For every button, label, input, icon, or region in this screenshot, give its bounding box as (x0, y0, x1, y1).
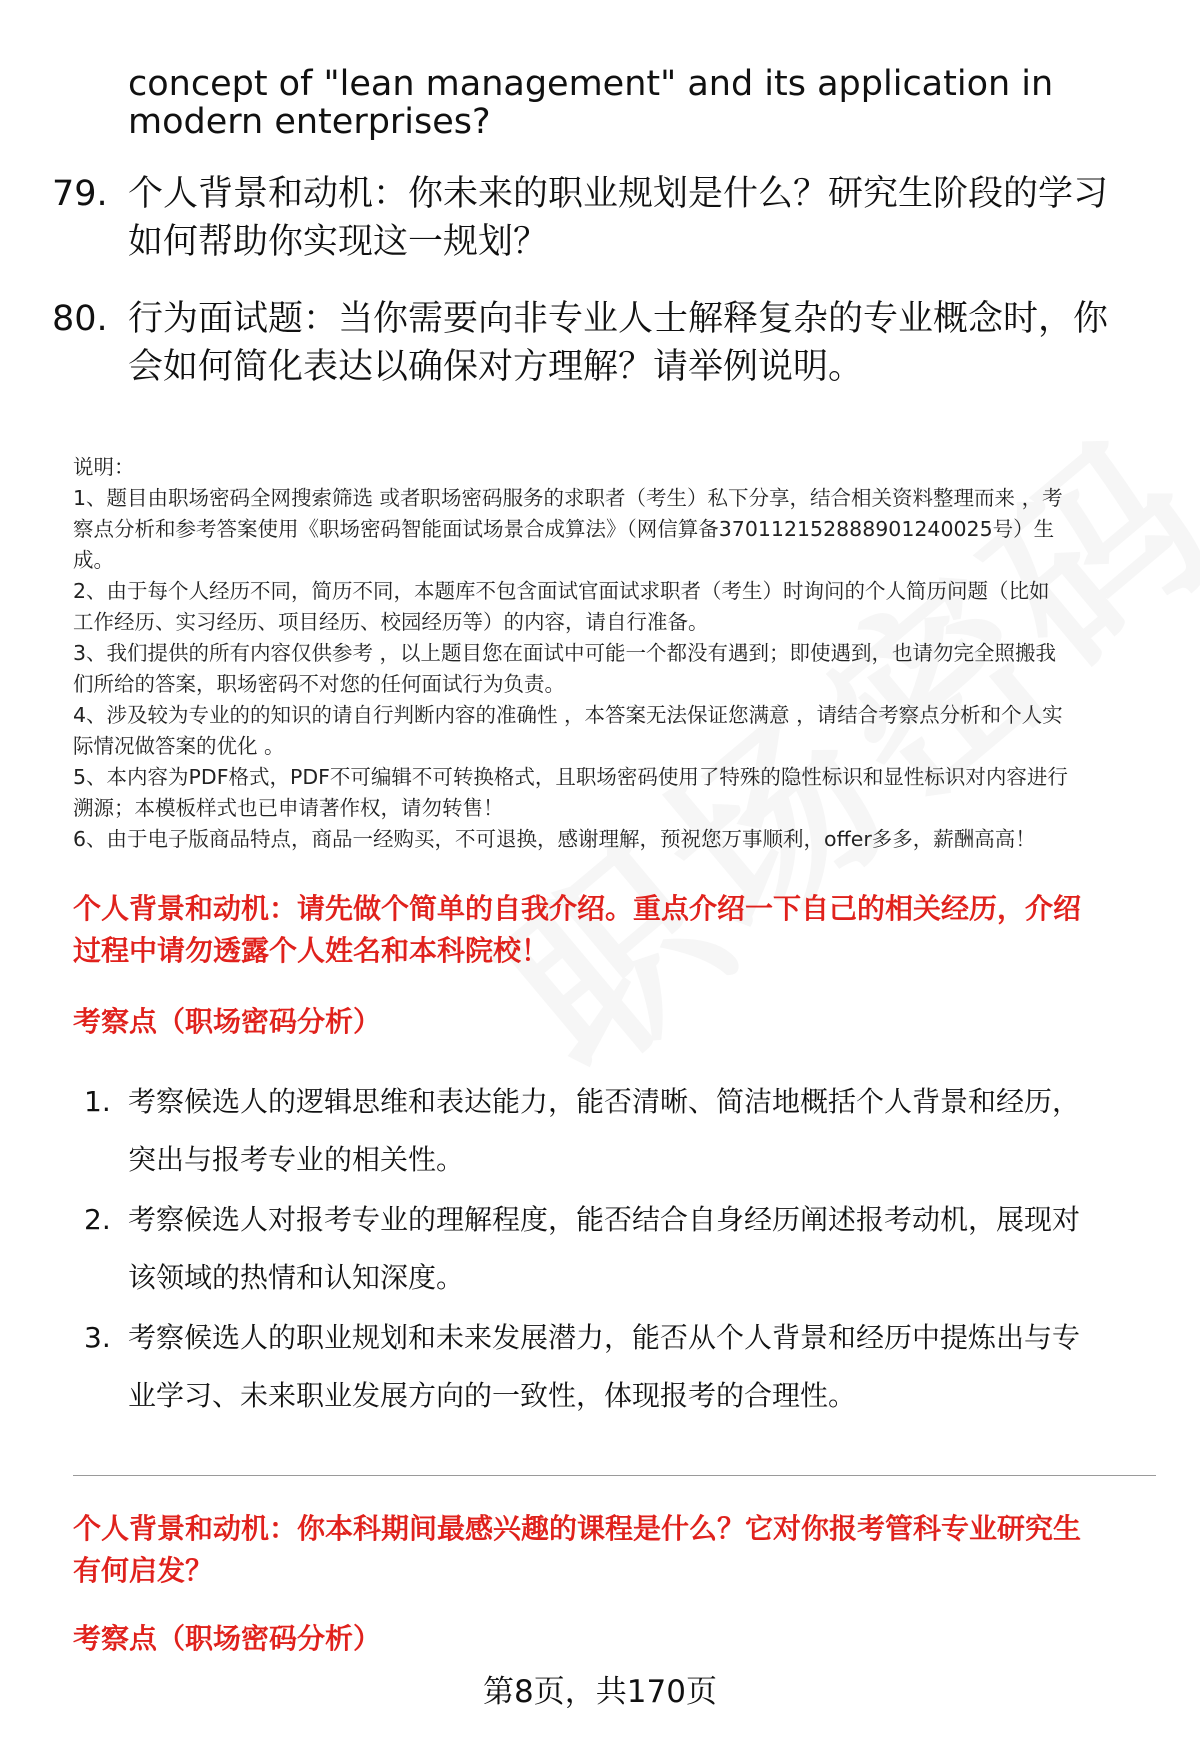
question-number: 79. (52, 174, 108, 214)
note-line: 5、本内容为PDF格式，PDF不可编辑不可转换格式，且职场密码使用了特殊的隐性标识和显性标识对内容进行 (73, 765, 1068, 789)
analysis-label: 考察点（职场密码分析） (73, 1005, 382, 1038)
note-line: 3、我们提供的所有内容仅供参考 ，以上题目您在面试中可能一个都没有遇到；即使遇到，也请勿完全照搬我 (73, 641, 1057, 665)
question-line: 行为面试题：当你需要向非专业人士解释复杂的专业概念时，你 (128, 299, 1109, 339)
point-number: 3. (84, 1321, 111, 1354)
point-line: 考察候选人的职业规划和未来发展潜力，能否从个人背景和经历中提炼出与专 (128, 1321, 1081, 1354)
note-line: 2、由于每个人经历不同，简历不同，本题库不包含面试官面试求职者（考生）时询问的个人简历问题（比如 (73, 579, 1050, 603)
section-title: 个人背景和动机：你本科期间最感兴趣的课程是什么？它对你报考管科专业研究生 (73, 1512, 1082, 1545)
note-line: 们所给的答案，职场密码不对您的任何面试行为负责。 (73, 672, 565, 696)
point-line: 业学习、未来职业发展方向的一致性，体现报考的合理性。 (128, 1379, 857, 1412)
notes-block (73, 452, 1158, 855)
section-title: 有何启发？ (73, 1554, 214, 1587)
note-line: 成。 (73, 548, 114, 572)
section-title: 个人背景和动机：请先做个简单的自我介绍。重点介绍一下自己的相关经历，介绍 (73, 892, 1082, 925)
question-line: 如何帮助你实现这一规划？ (128, 222, 549, 262)
question-line: 个人背景和动机：你未来的职业规划是什么？研究生阶段的学习 (128, 174, 1109, 214)
point-number: 2. (84, 1203, 111, 1236)
section-title: 过程中请勿透露个人姓名和本科院校！ (73, 934, 550, 967)
point-line: 突出与报考专业的相关性。 (128, 1143, 465, 1176)
note-line: 察点分析和参考答案使用《职场密码智能面试场景合成算法》（网信算备370112152888901240025号）生 (73, 517, 1055, 541)
question-number: 80. (52, 299, 108, 339)
continued-question-line: concept of "lean management" and its application in (128, 64, 1054, 104)
page-footer: 第8页，共170页 (483, 1674, 717, 1710)
note-line: 1、题目由职场密码全网搜索筛选 或者职场密码服务的求职者（考生）私下分享，结合相关资料整理而来 ，考 (73, 486, 1063, 510)
point-line: 考察候选人的逻辑思维和表达能力，能否清晰、简洁地概括个人背景和经历， (128, 1085, 1081, 1118)
point-line: 考察候选人对报考专业的理解程度，能否结合自身经历阐述报考动机，展现对 (128, 1203, 1081, 1236)
analysis-label: 考察点（职场密码分析） (73, 1622, 382, 1655)
question-line: 会如何简化表达以确保对方理解？请举例说明。 (128, 347, 864, 387)
continued-question-line: modern enterprises? (128, 102, 491, 142)
notes-title: 说明： (73, 455, 135, 479)
point-number: 1. (84, 1085, 111, 1118)
section-divider (73, 1475, 1156, 1476)
note-line: 溯源；本模板样式也已申请著作权，请勿转售！ (73, 796, 504, 820)
point-line: 该领域的热情和认知深度。 (128, 1261, 465, 1294)
note-line: 工作经历、实习经历、项目经历、校园经历等）的内容，请自行准备。 (73, 610, 709, 634)
note-line: 际情况做答案的优化 。 (73, 734, 285, 758)
note-line: 6、由于电子版商品特点，商品一经购买，不可退换，感谢理解，预祝您万事顺利，offer多多，薪酬高高！ (73, 827, 1036, 851)
note-line: 4、涉及较为专业的的知识的请自行判断内容的准确性 ，本答案无法保证您满意 ，请结合考察点分析和个人实 (73, 703, 1063, 727)
